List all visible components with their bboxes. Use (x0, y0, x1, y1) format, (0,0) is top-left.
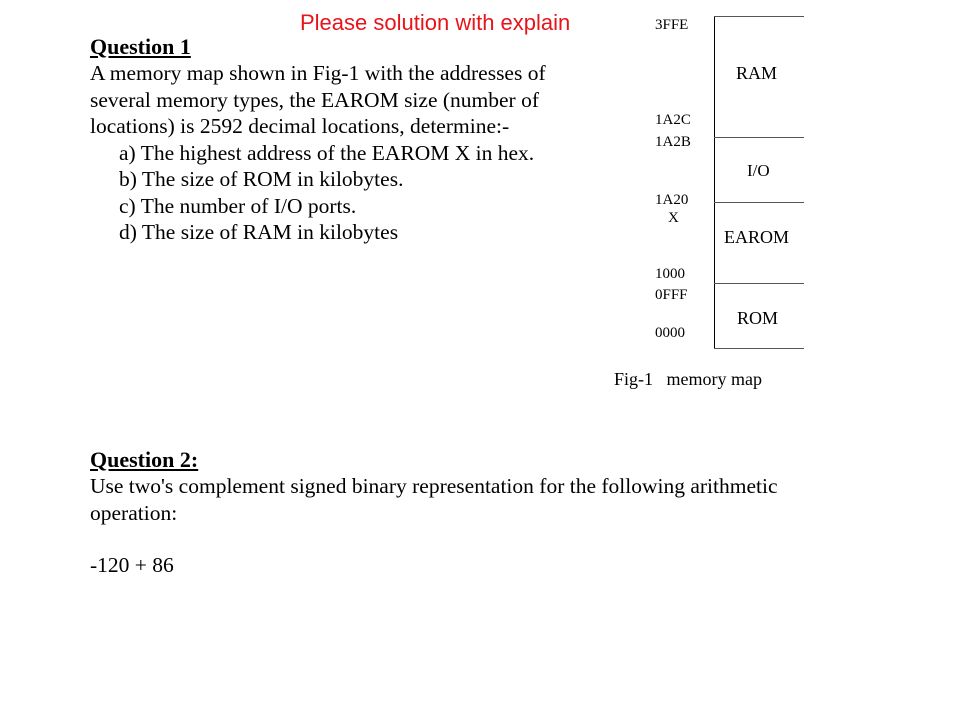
question-1-line: several memory types, the EAROM size (number of (90, 87, 539, 112)
question-2-line: Use two's complement signed binary representation for the following arithmetic (90, 474, 778, 498)
question-1-line: A memory map shown in Fig-1 with the addresses of (90, 61, 546, 85)
question-1-title: Question 1 (90, 34, 191, 59)
question-2-body (90, 473, 778, 526)
question-1-line: locations) is 2592 decimal locations, determine:- (90, 114, 510, 138)
address-ram-start: 1A2C (655, 112, 691, 128)
address-io-start: 1A20 (655, 192, 689, 208)
address-earom-end: X (668, 210, 679, 226)
figure-caption: Fig-1 memory map (614, 369, 762, 389)
address-rom-start: 0000 (655, 325, 685, 341)
region-earom: EAROM (724, 227, 790, 247)
question-1-item-b: b) The size of ROM in kilobytes. (119, 167, 404, 191)
address-io-end: 1A2B (655, 134, 691, 150)
question-1-item-c: c) The number of I/O ports. (119, 193, 357, 218)
memory-map-divider-earom-rom (714, 283, 804, 284)
question-1-items (90, 140, 546, 246)
question-1-item-d: d) The size of RAM in kilobytes (119, 220, 399, 244)
solution-request-note: Please solution with explain (300, 10, 571, 35)
question-1-body (90, 60, 546, 246)
address-top: 3FFE (655, 17, 689, 33)
memory-map-left-border (714, 16, 715, 349)
memory-map-divider-top (714, 16, 804, 17)
region-ram: RAM (736, 63, 778, 83)
question-2-title: Question 2: (90, 447, 199, 472)
question-2-line: operation: (90, 500, 178, 525)
address-rom-end: 0FFF (655, 287, 688, 303)
question-1-item-a: a) The highest address of the EAROM X in hex. (119, 140, 535, 165)
region-rom: ROM (737, 308, 779, 328)
address-earom-start: 1000 (655, 266, 685, 282)
memory-map-divider-ram-io (714, 137, 804, 138)
memory-map-divider-io-earom (714, 202, 804, 203)
memory-map-divider-bottom (714, 348, 804, 349)
question-2-expression: -120 + 86 (90, 553, 174, 577)
region-io: I/O (747, 161, 770, 180)
